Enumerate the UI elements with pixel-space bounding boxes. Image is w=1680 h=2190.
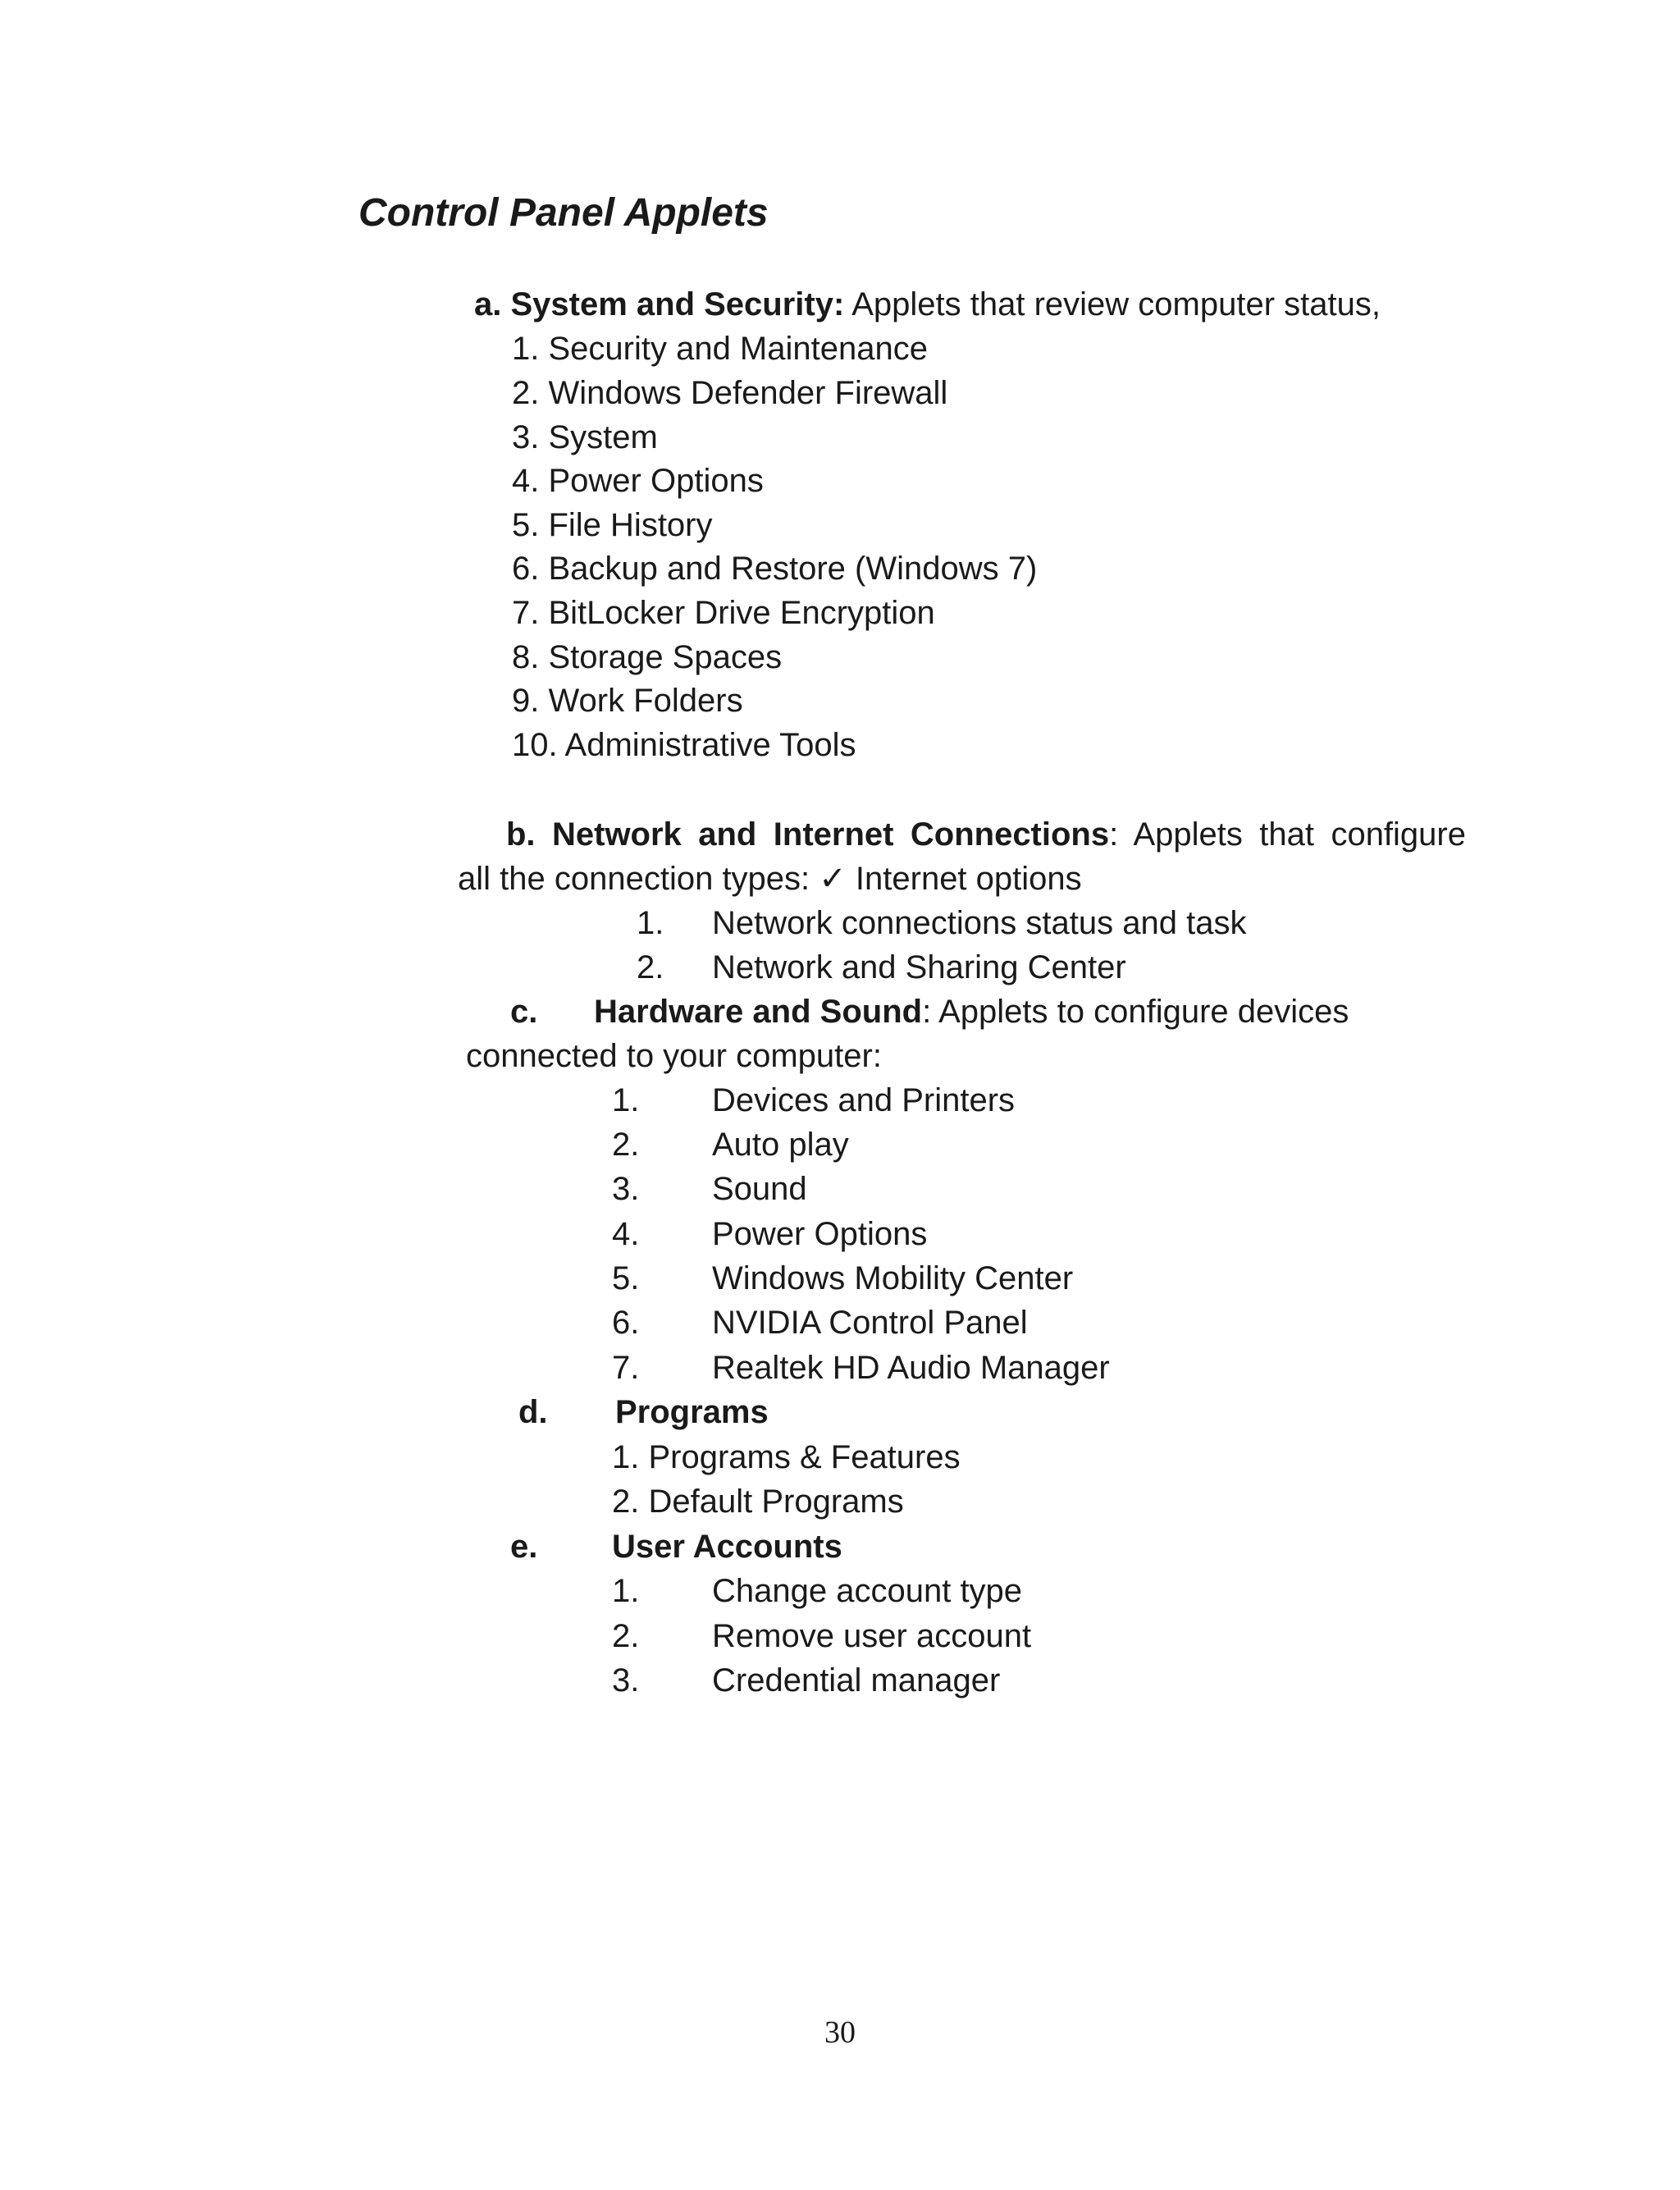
list-number: 1.	[637, 905, 664, 941]
section-b-item: Network connections status and task	[712, 905, 1247, 941]
section-b-heading-line	[506, 812, 1466, 857]
list-number: 2.	[637, 949, 664, 985]
list-number: 1.	[612, 1573, 640, 1609]
section-b-item: Network and Sharing Center	[712, 949, 1126, 985]
list-number: 5.	[612, 1260, 640, 1296]
list-number: 7.	[612, 1350, 640, 1386]
section-a-item: 9. Work Folders	[512, 683, 743, 719]
page-title: Control Panel Applets	[358, 191, 769, 235]
section-c-description: : Applets to configure devices	[922, 994, 1349, 1030]
section-b-heading: Network and Internet Connections	[551, 816, 1110, 853]
list-number: 3.	[612, 1171, 640, 1207]
section-a-description: Applets that review computer status,	[844, 286, 1381, 322]
section-c-item: Power Options	[712, 1216, 928, 1252]
section-a-item: 10. Administrative Tools	[512, 727, 856, 763]
section-a-heading-line	[474, 282, 1381, 327]
list-number: 2.	[612, 1127, 640, 1163]
section-a-item: 1. Security and Maintenance	[512, 331, 928, 367]
list-number: 6.	[612, 1305, 640, 1341]
list-number: 2.	[612, 1618, 640, 1654]
section-b-letter: b.	[506, 816, 536, 853]
section-a-item: 3. System	[512, 419, 658, 455]
section-a-item: 8. Storage Spaces	[512, 639, 783, 675]
section-a-item: 2. Windows Defender Firewall	[512, 375, 948, 411]
section-c-item: Realtek HD Audio Manager	[712, 1350, 1110, 1386]
section-c-item: Auto play	[712, 1127, 849, 1163]
section-c-heading-line	[594, 990, 1349, 1034]
section-a-item: 5. File History	[512, 507, 713, 543]
section-e-heading: User Accounts	[612, 1529, 842, 1565]
section-e-item: Remove user account	[712, 1618, 1032, 1654]
section-d-item: 2. Default Programs	[612, 1484, 904, 1520]
section-a-item: 4. Power Options	[512, 463, 764, 499]
section-c-item: Sound	[712, 1171, 807, 1207]
section-a-item: 6. Backup and Restore (Windows 7)	[512, 551, 1038, 587]
list-number: 4.	[612, 1216, 640, 1252]
section-d-letter: d.	[518, 1394, 548, 1430]
section-b-description: : Applets that configure	[1109, 816, 1466, 853]
section-d-item: 1. Programs & Features	[612, 1439, 961, 1475]
list-number: 3.	[612, 1662, 640, 1699]
section-a-item: 7. BitLocker Drive Encryption	[512, 595, 935, 631]
page-number: 30	[824, 2015, 856, 2050]
section-c-item: Devices and Printers	[712, 1082, 1016, 1118]
section-c-item: NVIDIA Control Panel	[712, 1305, 1028, 1341]
section-e-item: Change account type	[712, 1573, 1023, 1609]
section-a-letter: a.	[474, 286, 502, 322]
section-a-heading: System and Security:	[510, 286, 845, 322]
section-c-description-continued: connected to your computer:	[466, 1038, 882, 1074]
section-b-description-continued: all the connection types: ✓ Internet options	[458, 861, 1082, 897]
section-e-letter: e.	[510, 1529, 538, 1565]
section-c-heading: Hardware and Sound	[594, 994, 923, 1030]
list-number: 1.	[612, 1082, 640, 1118]
section-e-item: Credential manager	[712, 1662, 1001, 1699]
section-d-heading: Programs	[615, 1394, 769, 1430]
section-c-item: Windows Mobility Center	[712, 1260, 1074, 1296]
section-c-letter: c.	[510, 994, 538, 1030]
